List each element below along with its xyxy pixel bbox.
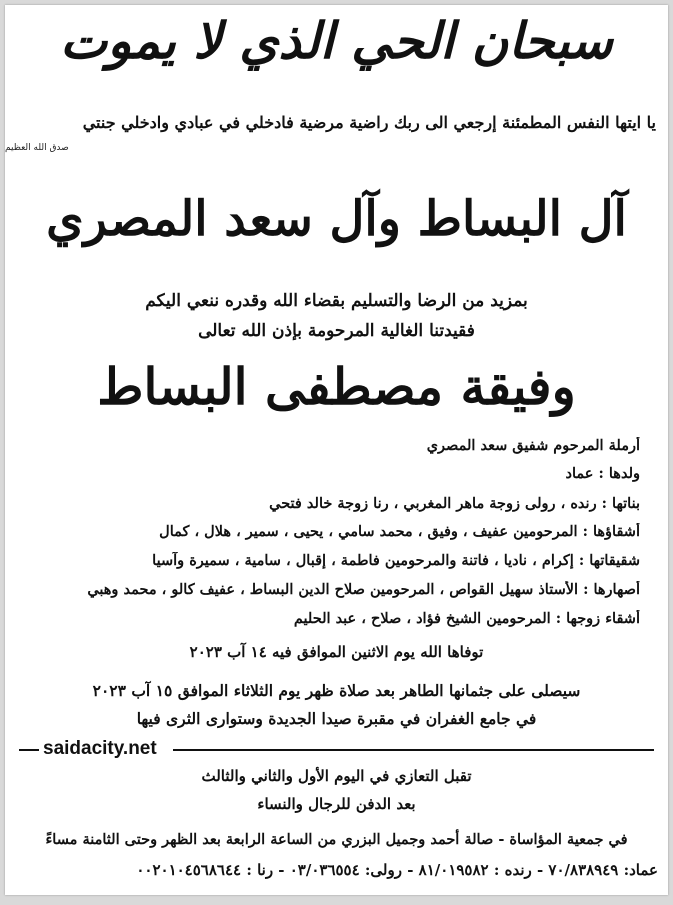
divider-left bbox=[19, 749, 39, 751]
condolences-line-1: تقبل التعازي في اليوم الأول والثاني والثالث bbox=[201, 767, 472, 785]
funeral-prayer-line-1: سيصلى على جثمانها الطاهر بعد صلاة ظهر يوم الثلاثاء الموافق ١٥ آب ٢٠٢٣ bbox=[92, 681, 581, 700]
announcement-line-1: بمزيد من الرضا والتسليم بقضاء الله وقدره ننعي اليكم bbox=[145, 291, 528, 311]
site-watermark: saidacity.net bbox=[43, 738, 157, 759]
relative-line-daughters: بناتها : رنده ، رولى زوجة ماهر المغربي ، رنا زوجة خالد فتحي bbox=[269, 495, 640, 512]
condolences-venue: في جمعية المؤاساة - صالة أحمد وجميل البزري من الساعة الرابعة بعد الظهر وحتى الثامنة مساءً bbox=[45, 831, 628, 848]
divider-right bbox=[173, 749, 654, 751]
deceased-name: وفيقة مصطفى البساط bbox=[97, 357, 576, 416]
relative-line-sisters: شقيقاتها : إكرام ، ناديا ، فاتنة والمرحومين فاطمة ، إقبال ، سامية ، سميرة وآسيا bbox=[152, 552, 640, 569]
obituary-page bbox=[5, 5, 668, 895]
relative-line-brothers: أشقاؤها : المرحومين عفيف ، وفيق ، محمد سامي ، يحيى ، سمير ، هلال ، كمال bbox=[159, 523, 640, 540]
verse-source: صدق الله العظيم bbox=[5, 143, 69, 153]
funeral-prayer-line-2: في جامع الغفران في مقبرة صيدا الجديدة وستوارى الثرى فيها bbox=[136, 709, 537, 728]
condolences-line-2: بعد الدفن للرجال والنساء bbox=[257, 795, 416, 813]
family-title: آل البساط وآل سعد المصري bbox=[46, 191, 627, 247]
announcement-line-2: فقيدتنا الغالية المرحومة بإذن الله تعالى bbox=[198, 321, 475, 341]
death-date: توفاها الله يوم الاثنين الموافق فيه ١٤ آب ٢٠٢٣ bbox=[189, 643, 484, 661]
relative-line-in-laws: أصهارها : الأستاذ سهيل القواص ، المرحومين صلاح الدين البساط ، عفيف كالو ، محمد وهبي bbox=[87, 581, 640, 598]
contact-phones: عماد: ٧٠/٨٣٨٩٤٩ - رنده : ٨١/٠١٩٥٨٢ - رولى: ٠٣/٠٣٦٥٥٤ - رنا : ٠٠٢٠١٠٤٥٦٨٦٤٤ bbox=[136, 861, 658, 879]
header-calligraphy: سبحان الحي الذي لا يموت bbox=[60, 11, 613, 70]
relative-line-son: ولدها : عماد bbox=[565, 465, 640, 482]
relative-line-widow: أرملة المرحوم شفيق سعد المصري bbox=[426, 437, 640, 454]
quran-verse: يا ايتها النفس المطمئنة إرجعي الى ربك راضية مرضية فادخلي في عبادي وادخلي جنتي bbox=[82, 113, 656, 132]
relative-line-husband-brothers: أشقاء زوجها : المرحومين الشيخ فؤاد ، صلاح ، عبد الحليم bbox=[293, 610, 640, 627]
